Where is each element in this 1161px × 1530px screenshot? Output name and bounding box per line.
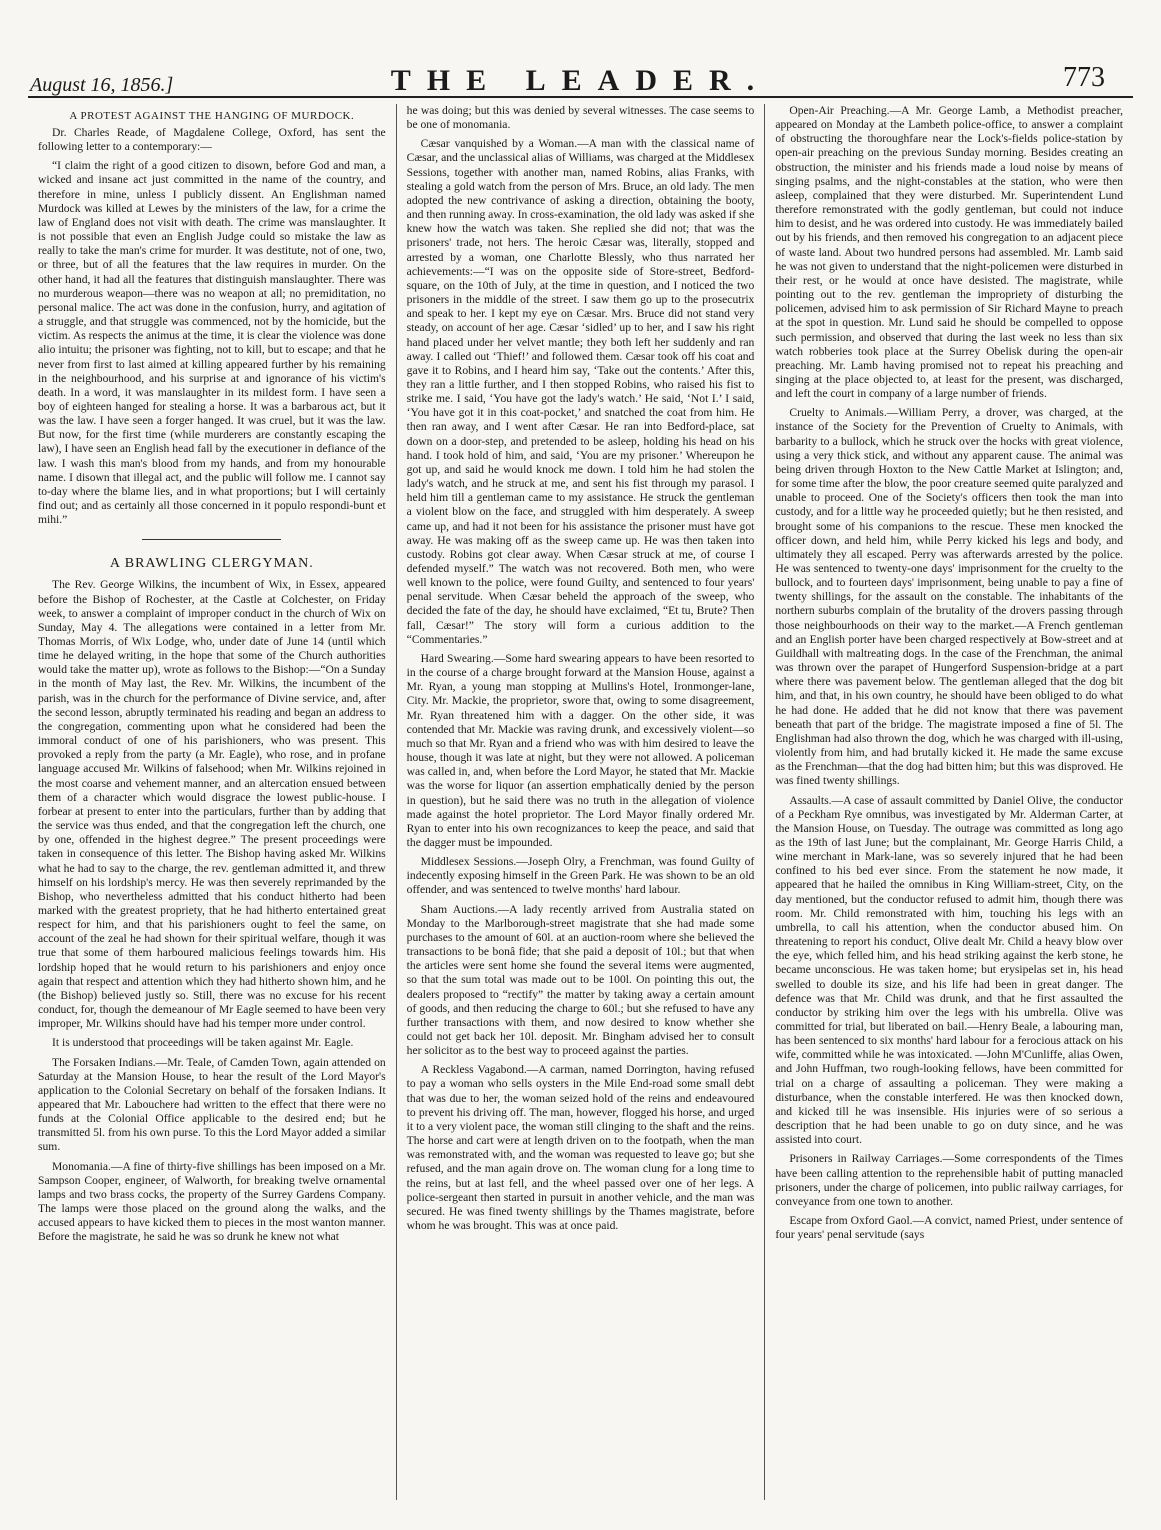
clergyman-paragraph-2: It is understood that proceedings will be taken against Mr. Eagle. <box>52 1036 354 1050</box>
clergyman-title: A BRAWLING CLERGYMAN. <box>109 556 314 572</box>
cruelty-to-animals-article: Cruelty to Animals.—William Perry, a drover, was charged, at the instance of the Society for the Prevention of Cruelty to Animals, with barbarity to a bullock, which he struck over the hocks with great violence, using a very thick stick, and without any apparent cause. The animal was being driven through Hoxton to the New Cattle Market at Islington; and, for some time after the blow, the poor creature seemed quite paralyzed and unable to proceed. One of the Society's officers then took the man into custody, and for a little way he proceeded quietly; but he then resisted, and brought some of his companions to the rescue. These men knocked the officer down, and held him, while Perry kicked his legs and body, and ultimately they all escaped. Perry was afterwards arrested by the police. He was sentenced to twenty-one days' imprisonment for the cruelty to the bullock, and to fourteen days' imprisonment, being unable to pay a fine of twenty shillings, for the assault on the constable. The inhabitants of the northern suburbs complain of the brutality of the drovers passing through those neighbourhoods on their way to the market.—A French gentleman and an English porter have been charged respectively at Bow-street and at Guildhall with maltreating dogs. In the case of the Frenchman, the animal was thrown over the parapet of Hungerford Suspension-bridge at a part where there was pavement below. The gentleman alleged that the dog bit him, and that, in his own country, he should have been obliged to do what he had done. He added that he did not know that there was pavement beneath that part of the bridge. The magistrate imposed a fine of 5l. The Englishman had also thrown the dog, which he was charged with ill-using, violently from him, and had brutally kicked it. He made the same excuse as the Frenchman—that the dog had bitten him; but this was disproved. He was fined twenty shillings. <box>775 406 1124 788</box>
issue-date: August 16, 1856.] <box>30 74 174 96</box>
assaults-article: Assaults.—A case of assault committed by Daniel Olive, the conductor of a Peckham Rye omnibus, was investigated by Mr. Alderman Carter, at the Mansion House, on Tuesday. The outrage was committed as long ago as the 19th of last June; but the complainant, Mr. George Harris Child, a wine merchant in Mark-lane, was so severely injured that he had been confined to his bed ever since. From the statement he now made, it appeared that he hailed the omnibus in King William-street, City, on the day mentioned, but the conductor refused to admit him, though there was room. Mr. Child remonstrated with him, touching his legs with an umbrella, to call his attention, when the conductor abused him. On threatening to report his conduct, Olive dealt Mr. Child a heavy blow over the eye, which felled him, and his head striking against the kerb stone, he became unconscious. He was taken home; but erysipelas set in, his head swelled to double its size, and his life had been in great danger. The defence was that Mr. Child was drunk, and that he first assaulted the conductor by striking him over the legs with his umbrella. Olive was committed for trial, but liberated on bail.—Henry Beale, a labouring man, has been sentenced to six months' hard labour for a ferocious attack on his wife, committed while he was intoxicated. —John M'Cunliffe, alias Owen, and John Huffman, two rough-looking fellows, have been committed for trial on a charge of assaulting a policeman. They were making a disturbance, when the constable interfered. He was then knocked down, and kicked till he was insensible. His injuries were of so serious a description that he had been unable to go on duty since, and he was assisted into court. <box>775 793 1124 1147</box>
page-number: 773 <box>1063 62 1105 93</box>
middlesex-sessions-article: Middlesex Sessions.—Joseph Olry, a Frenchman, was found Guilty of indecently exposing himself in the Green Park. He was shown to be an old offender, and was sentenced to twelve months' hard labour. <box>406 855 755 897</box>
newspaper-title: THE LEADER. <box>390 64 771 97</box>
masthead <box>28 50 1133 98</box>
forsaken-indians-article: The Forsaken Indians.—Mr. Teale, of Camden Town, again attended on Saturday at the Mansion House, to hear the result of the Lord Mayor's application to the Colonial Secretary on behalf of the forsaken Indians. It appeared that Mr. Labouchere had written to the effect that there were no funds at the Colonial Office applicable to the desired end; but he transmitted 5l. from his own purse. To this the Lord Mayor added a similar sum. <box>38 1055 386 1154</box>
section-divider <box>142 539 281 540</box>
article-columns <box>28 104 1133 1500</box>
hard-swearing-article: Hard Swearing.—Some hard swearing appears to have been resorted to in the course of a charge brought forward at the Mansion House, against a Mr. Ryan, a young man stopping at Mullins's Hotel, Ironmonger-lane, City. Mr. Mackie, the proprietor, swore that, owing to some disagreement, Mr. Ryan threatened him with a dagger. On the other side, it was contended that Mr. Mackie was raving drunk, and excessively violent—so much so that Mr. Ryan and a friend who was with him desired to leave the house, though it was late at night, but they were not allowed. A policeman was called in, and, when before the Lord Mayor, he stated that Mr. Mackie was the worse for liquor (an assertion emphatically denied by the person in question), but he said there was no truth in the allegation of violence made against the hotel proprietor. The Lord Mayor finally ordered Mr. Ryan to enter into his own recognizances to keep the peace, and said that the dagger must be impounded. <box>406 651 755 849</box>
column-right <box>764 104 1133 1500</box>
clergyman-paragraph-1: The Rev. George Wilkins, the incumbent of Wix, in Essex, appeared before the Bishop of Rochester, at the Castle at Colchester, on Friday week, to answer a complaint of improper conduct in the church of Wix on Sunday, May 4. The allegations were contained in a letter from Mr. Thomas Morris, of Wix Lodge, who, under date of June 14 (until which time he delayed writing, in the hope that some of the Church authorities would take the matter up), wrote as follows to the Bishop:—“On a Sunday in the month of May last, the Rev. Mr. Wilkins, the incumbent of the parish, was in the church for the performance of Divine service, and, after the second lesson, abruptly terminated his reading and began an address to the congregation, commenting upon what he considered had been the immoral conduct of one of his parishioners, who was present. This provoked a reply from the party (a Mr. Eagle), who rose, and in profane language accused Mr. Wilkins of falsehood; when Mr. Wilkins rejoined in the most coarse and vehement manner, and an altercation ensued between them of a character which would disgrace the lowest public-house. I forbear at present to enter into the particulars, further than by adding that the service was thus ended, and that the congregation left the church, one by one, offended in the highest degree.” The present proceedings were taken in consequence of this letter. The Bishop having asked Mr. Wilkins what he had to say to the charge, the rev. gentleman admitted it, and threw himself on his lordship's mercy. He was then severely reprimanded by the Bishop, who nevertheless admitted that his conduct hitherto had been marked with the greatest propriety, that he had hitherto entertained great respect for him, and that his parishioners ought to feel the same, on account of the zeal he had shown for their spiritual welfare, though it was true that some of them harboured malicious feelings towards him. His lordship hoped that he would return to his parishioners and enjoy once again that respect and attention which they had hitherto shown him, and he (the Bishop) believed justly so. Still, there was no excuse for his recent conduct, for, though the demeanour of Mr Eagle seemed to have been very improper, Mr. Wilkins should have had his temper more under control. <box>38 578 386 1031</box>
caesar-article: Cæsar vanquished by a Woman.—A man with the classical name of Cæsar, and the unclassical alias of Williams, was charged at the Middlesex Sessions, together with another man, named Robins, alias Franks, with stealing a gold watch from the person of Mrs. Bruce, an old lady. The men adopted the new contrivance of asking a direction, obtaining the booty, and then running away. In cross-examination, the old lady was asked if she knew how the watch was taken. She replied she did not; that was the prisoners' trade, not hers. The heroic Cæsar was, literally, stopped and arrested by a woman, one Charlotte Blessly, who thus narrated her achievements:—“I was on the opposite side of Store-street, Bedford-square, on the 10th of July, at the time in question, and I noticed the two prisoners in the middle of the street. I saw them go up to the prosecutrix and speak to her. I kept my eye on Cæsar. Mrs. Bruce did not stand very steady, on account of her age. Cæsar ‘sidled’ up to her, and I saw his right hand placed under her velvet mantle; they both left her suddenly and ran away. I called out ‘Thief!’ and followed them. Cæsar took off his coat and gave it to Robins, and I heard him say, ‘Take out the contents.’ After this, they ran a little further, and I then stopped Robins, who raised his fist to strike me. I said, ‘You have got the lady's watch.’ He said, ‘Not I.’ I said, ‘You have got it in this coat-pocket,’ and snatched the coat from him. He then ran away, and I went after Cæsar. He ran into Bedford-place, sat down on a door-step, and pretended to be asleep, holding his head on his hand. I took hold of him, and said, ‘You are my prisoner.’ Whereupon he got up, and said he would knock me down. I told him he had stolen the lady's watch, and he struck at me, and sent his fist through my parasol. I held him till a gentleman came to my assistance. He struck the gentleman a violent blow on the face, and struggled with him desperately. A sweep came up, and had it not been for his assistance the prisoner must have got away. He was making off as the sweep came up. He was then taken into custody. Robins got clear away. When Cæsar struck at me, of course I defended myself.” The watch was not recovered. Both men, who were well known to the police, were found Guilty, and sentenced to four years' penal servitude. When Cæsar beheld the approach of the sweep, who decided the fate of the day, he should have exclaimed, “Et tu, Brute? Then fall, Cæsar!” The story will form a curious addition to the “Commentaries.” <box>406 137 755 646</box>
monomania-article: Monomania.—A fine of thirty-five shillings has been imposed on a Mr. Sampson Cooper, engineer, of Walworth, for breaking twelve ornamental lamps and two brass cocks, the property of the Surrey Gardens Company. The lamps were those placed on the ground along the walks, and the accused appears to have kicked them to pieces in the most wanton manner. Before the magistrate, he said he was so drunk he knew not what <box>38 1159 386 1244</box>
murdock-letter: “I claim the right of a good citizen to disown, before God and man, a wicked and insane act just committed in the name of the country, and therefore in mine, unless I publicly dissent. An Englishman named Murdock was killed at Lewes by the ministers of the law, for a crime the law of England does not visit with death. The crime was manslaughter. It is not possible that even an English Judge could so mistake the law as really to take the man's crime for murder. It was destitute, not of one, two, or three, but of all the features that the law requires in murder. On the other hand, it had all the features that distinguish manslaughter. There was no murderous weapon—there was no weapon at all; no premiditation, no personal malice. The act was done in the confusion, hurry, and agitation of a struggle, and that struggle was commenced, not by the homicide, but the victim. As respects the animus at the time, it is clear the violence was done alio intuitu; the prisoner was fighting, not to kill, but to escape; and that he never from first to last aimed at killing appeared further by his remaining in the neighbourhood, and his surprise at and ignorance of his victim's death. In a word, it was manslaughter in its mildest form. I have seen a boy of eighteen hanged for stealing a horse. It was a barbarous act, but it was the law. I have seen a forger hanged. It was cruel, but it was the law. But now, for the first time (while murderers are constantly escaping the law), I have seen an English head fall by the executioner in defiance of the law. I wash this man's blood from my hands, and from my honourable name. I disown that illegal act, and the public will follow me. I cannot say to-day where the blame lies, and in what proportions; but I will certainly find out; and as certainly all those concerned in it populo respondi-bunt et mihi.” <box>38 159 386 527</box>
murdock-heading: A PROTEST AGAINST THE HANGING OF MURDOCK. <box>69 110 355 122</box>
escape-oxford-gaol-article: Escape from Oxford Gaol.—A convict, named Priest, under sentence of four years' penal servitude (says <box>775 1214 1124 1242</box>
monomania-continued: he was doing; but this was denied by several witnesses. The case seems to be one of monomania. <box>406 104 755 132</box>
column-left <box>28 104 396 1500</box>
column-middle <box>396 104 765 1500</box>
sham-auctions-article: Sham Auctions.—A lady recently arrived from Australia stated on Monday to the Marlborough-street magistrate that she had made some purchases to the amount of 60l. at an auction-room where she believed the transactions to be bonâ fide; that she paid a deposit of 10l.; but that when the articles were sent home she found the several items were augmented, so that the sum total was made out to be 100l. On pointing this out, the dealers proposed to “rectify” the matter by taking away a certain amount of goods, and then reducing the charge to 60l.; but she refused to have any further transactions with them, and now desired to know whether she could not get back her 10l. deposit. Mr. Bingham advised her to consult her solicitor as to the best way to proceed against the parties. <box>406 902 755 1058</box>
open-air-preaching-article: Open-Air Preaching.—A Mr. George Lamb, a Methodist preacher, appeared on Monday at the Lambeth police-office, to answer a complaint of obstructing the thoroughfare near the Lock's-fields police-station by open-air preaching on the previous Sunday morning. Besides creating an obstruction, the minister and his friends made a loud noise by means of singing psalms, and the night-constables at the station, who were then asleep, complained that they were disturbed. Mr. Superintendent Lund therefore remonstrated with the godly gentleman, but could not induce him to desist, and he was ordered into custody. He was immediately bailed out by his friends, and then removed his congregation to an adjacent piece of waste land. About two hundred persons had assembled. Mr. Lamb said he was not given to understand that the night-policemen were disturbed in their rest, or he would at once have desisted. The magistrate, while pointing out to the rev. gentleman the impropriety of disturbing the policemen, advised him to ask permission of Sir Richard Mayne to preach at the spot in question. Mr. Lund said he should be compelled to oppose such permission, and observed that during the last week no less than six watch robberies took place at the Surrey Obelisk during the open-air preaching. Mr. Lamb having promised not to repeat his preaching and singing at the place objected to, at least for the present, was discharged, and left the court in company of a large number of friends. <box>775 104 1124 401</box>
reckless-vagabond-article: A Reckless Vagabond.—A carman, named Dorrington, having refused to pay a woman who sells oysters in the Mile End-road some small debt that was due to her, the woman seized hold of the reins and endeavoured to prevent his driving off. The man, however, flogged his horse, and urged it to a very violent pace, the woman still clinging to the shaft and the reins. The horse and cart were at length driven on to the footpath, when the man was remonstrated with, and the woman was requested to leave go; but she refused, and the man again drove on. The woman clung for a long time to the reins, but at last fell, and the wheel passed over one of her legs. A police-sergeant then started in pursuit in another vehicle, and the man was secured. He was fined twenty shillings by the Thames magistrate, before whom he was brought. This was at once paid. <box>406 1063 755 1233</box>
prisoners-railway-article: Prisoners in Railway Carriages.—Some correspondents of the Times have been calling attention to the reprehensible habit of putting manacled prisoners, under the charge of policemen, into public railway carriages, for conveyance from one town to another. <box>775 1152 1124 1208</box>
murdock-intro: Dr. Charles Reade, of Magdalene College, Oxford, has sent the following letter to a contemporary:— <box>38 126 386 154</box>
